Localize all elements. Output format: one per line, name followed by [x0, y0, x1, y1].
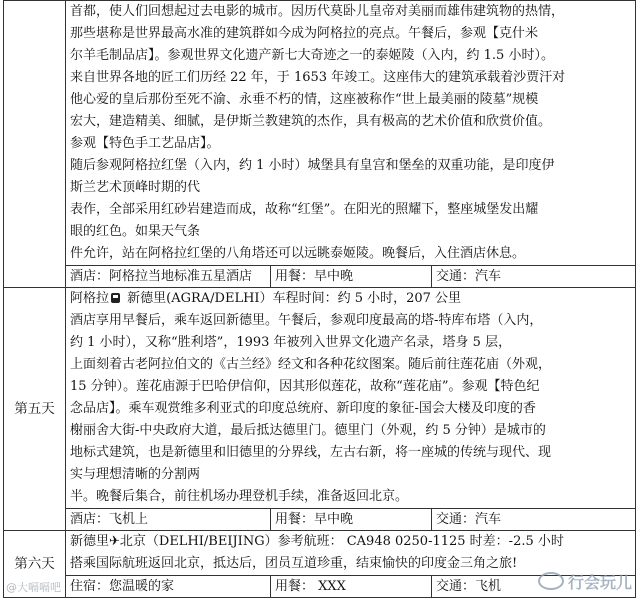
day4-text-line: 斯兰艺术顶峰时期的代	[70, 180, 201, 195]
day5-row	[4, 288, 636, 531]
day4-text-line: 随后参观阿格拉红堡（入内，约 1 小时）城堡具有皇宫和堡垒的双重功能，是印度伊	[70, 158, 555, 173]
day5-meals: 用餐：早中晚	[270, 509, 431, 530]
day5-transport: 交通：汽车	[431, 509, 635, 530]
day4-hotel: 酒店：阿格拉当地标准五星酒店	[70, 269, 253, 284]
day5-text-line: 上面刻着古老阿拉伯文的《古兰经》经文和各种花纹图案。随后前往莲花庙（外观，	[70, 357, 552, 372]
day4-text-line: 眼的红色。如果天气条	[70, 224, 201, 239]
day4-text-line: 表作，全部采用红砂岩建造而成，故称“红堡”。在阳光的照耀下，整座城堡发出耀	[70, 202, 539, 217]
day4-content-cell	[66, 1, 636, 288]
day4-text-line: 参观【特色手工艺品店】。	[70, 136, 220, 151]
day4-text-line: 那些堪称是世界最高水准的建筑群如今成为阿格拉的亮点。午餐后，参观【克什米	[70, 26, 539, 41]
day5-route-from: 阿格拉	[70, 291, 110, 306]
day4-text-line: 件允许，站在阿格拉红堡的八角塔还可以远眺泰姬陵。晚餐后，入住酒店休息。	[70, 246, 526, 261]
day5-text-line: 半。晚餐后集合，前往机场办理登机手续，准备返回北京。	[70, 489, 409, 504]
day5-label: 第五天	[4, 288, 66, 531]
itinerary-table	[3, 0, 636, 598]
day6-text-line: 新德里✈北京（DELHI/BEIJING）参考航班： CA948 0250-1125 时差：-2.5 小时	[70, 534, 564, 549]
day5-text-line: 15 分钟）。莲花庙源于巴哈伊信仰，因其形似莲花，故称“莲花庙”。参观【特色纪	[70, 379, 540, 394]
day6-content-cell	[66, 531, 636, 598]
day5-text-line: 约 1 小时），又称“胜利塔”，1993 年被列入世界文化遗产名录，塔身 5 层，	[70, 335, 512, 350]
day5-meta-row	[66, 508, 635, 530]
day4-text-line: 尔羊毛制品店】。参观世界文化遗产新七大奇迹之一的泰姬陵（入内，约 1.5 小时）。	[70, 48, 554, 63]
day6-transport: 交通：飞机	[431, 576, 635, 597]
day5-text-line: 念品店】。乘车观赏维多利亚式的印度总统府、新印度的象征-国会大楼及印度的香	[70, 401, 536, 416]
day4-text-line: 来自世界各地的匠工们历经 22 年，于 1653 年竣工。这座伟大的建筑承载着沙贾汗对	[70, 70, 566, 85]
day6-meals: 用餐： XXX	[270, 576, 431, 597]
day5-description	[70, 310, 631, 508]
day5-text-line: 酒店享用早餐后，乘车返回新德里。午餐后，参观印度最高的塔-特库布塔（入内，	[70, 313, 543, 328]
day4-text-line: 首都，使人们回想起过去电影的城市。因历代莫卧儿皇帝对美丽而雄伟建筑物的热情，	[70, 4, 565, 19]
day4-meta-row	[66, 265, 635, 287]
day5-text-line: 实与理想清晰的分割两	[70, 467, 201, 482]
day5-content-cell	[66, 288, 636, 531]
day6-text-line: 搭乘国际航班返回北京，抵达后，团员互道珍重，结束愉快的印度金三角之旅!	[70, 556, 518, 571]
day6-meta-row	[66, 575, 635, 597]
day5-route	[70, 288, 631, 310]
day5-text-line: 地标式建筑，也是新德里和旧德里的分界线，左古右新，将一座城的传统与现代、现	[70, 445, 552, 460]
bus-icon	[111, 293, 120, 303]
itinerary-sheet	[3, 0, 636, 598]
day6-accommodation: 住宿：您温暖的家	[70, 579, 175, 594]
day4-row	[4, 1, 636, 288]
day5-hotel: 酒店：飞机上	[70, 512, 149, 527]
day4-text-line: 他心爱的皇后那份至死不渝、永垂不朽的情，这座被称作“世上最美丽的陵墓”规模	[70, 92, 539, 107]
day6-row	[4, 531, 636, 598]
day4-description	[70, 1, 631, 265]
day4-text-line: 宏大，建造精美、细腻，是伊斯兰教建筑的杰作，具有极高的艺术价值和欣赏价值。	[70, 114, 552, 129]
watermark-left: @大嗝嗝吧	[6, 581, 61, 594]
day5-text-line: 榭丽舍大街-中央政府大道，最后抵达德里门。德里门（外观，约 5 分钟）是城市的	[70, 423, 546, 438]
day4-label-cell	[4, 1, 66, 288]
watermark-right-text: 行会玩儿	[567, 573, 632, 592]
day6-label: 第六天	[4, 531, 66, 598]
day6-description	[70, 531, 631, 575]
day5-route-detail: 新德里(AGRA/DELHI）车程时间：约 5 小时，207 公里	[123, 291, 462, 306]
day4-meals: 用餐：早中晚	[270, 266, 431, 287]
day4-transport: 交通：汽车	[431, 266, 635, 287]
